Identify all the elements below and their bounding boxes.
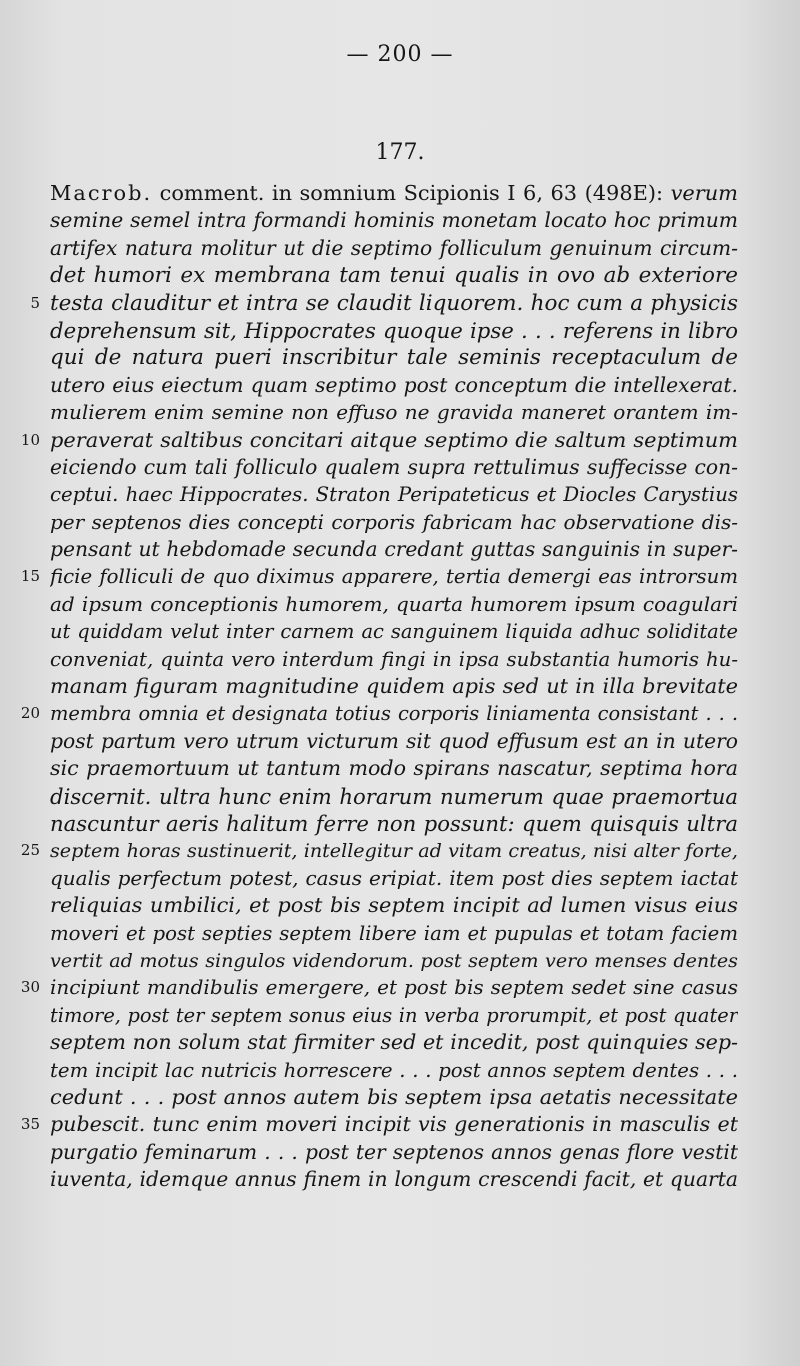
text-line	[0, 892, 800, 919]
line-text: qualis perfectum potest, casus eripiat. item post dies septem iactat	[50, 865, 738, 890]
text-line	[0, 344, 800, 371]
line-text: pubescit. tunc enim moveri incipit vis generationis in masculis et	[50, 1112, 738, 1137]
line-text: septem non solum stat firmiter sed et incedit, post quinquies sep-	[50, 1030, 738, 1055]
line-text: vertit ad motus singulos videndorum. post septem vero menses dentes	[50, 948, 738, 972]
text-line	[0, 1111, 800, 1138]
text-line	[0, 454, 800, 481]
text-line	[0, 947, 800, 974]
page-header: — 200 —	[346, 42, 454, 67]
line-text: incipiunt mandibulis emergere, et post bis septem sedet sine casus	[50, 975, 738, 1000]
section-number: 177.	[375, 140, 425, 165]
text-line	[0, 1057, 800, 1084]
text-line	[0, 481, 800, 508]
text-line	[0, 1002, 800, 1029]
line-text: artifex natura molitur ut die septimo folliculum genuinum circum-	[50, 235, 738, 260]
text-line	[0, 399, 800, 426]
text-line	[0, 290, 800, 317]
text-line	[0, 1166, 800, 1193]
line-text: peraverat saltibus concitari aitque septimo die saltum septimum	[50, 427, 738, 452]
line-text: mulierem enim semine non effuso ne gravida maneret orantem im-	[50, 400, 738, 425]
line-text: manam figuram magnitudine quidem apis sed ut in illa brevitate	[50, 674, 738, 699]
text-line	[0, 700, 800, 727]
line-number: 25	[20, 841, 40, 860]
text-line	[0, 1084, 800, 1111]
line-text: deprehensum sit, Hippocrates quoque ipse . . . referens in libro	[50, 317, 738, 343]
line-text: ut quiddam velut inter carnem ac sanguinem liquida adhuc soliditate	[50, 620, 738, 644]
line-text: pensant ut hebdomade secunda credant guttas sanguinis in super-	[50, 537, 738, 562]
line-text: tem incipit lac nutricis horrescere . . . post annos septem dentes . . .	[50, 1058, 738, 1082]
line-text: utero eius eiectum quam septimo post conceptum die intellexerat.	[50, 372, 738, 397]
line-text: post partum vero utrum victurum sit quod effusum est an in utero	[50, 728, 738, 753]
first-line-text	[50, 180, 738, 207]
line-text: reliquias umbilici, et post bis septem incipit ad lumen visus eius	[50, 893, 738, 918]
text-line	[0, 646, 800, 673]
text-line	[0, 920, 800, 947]
line-number: 15	[20, 567, 40, 586]
line-number: 20	[20, 704, 40, 723]
line-text: testa clauditur et intra se claudit liquorem. hoc cum a physicis	[50, 290, 738, 316]
lines-container	[0, 207, 800, 1193]
line-number: 5	[30, 293, 40, 312]
line-number: 10	[20, 430, 40, 449]
line-text: ficie folliculi de quo diximus apparere, tertia demergi eas introrsum	[50, 565, 738, 589]
text-line	[0, 974, 800, 1001]
text-line	[0, 180, 800, 207]
text-line	[0, 509, 800, 536]
line-text: qui de natura pueri inscribitur tale seminis receptaculum de	[50, 345, 738, 371]
text-line	[0, 563, 800, 590]
text-line	[0, 1139, 800, 1166]
first-line-quote: verum	[670, 181, 738, 205]
line-text: iuventa, idemque annus finem in longum crescendi facit, et quarta	[50, 1167, 738, 1192]
text-line	[0, 536, 800, 563]
line-text: sic praemortuum ut tantum modo spirans nascatur, septima hora	[50, 756, 738, 781]
text-line	[0, 810, 800, 837]
text-line	[0, 837, 800, 864]
line-text: nascuntur aeris halitum ferre non possunt: quem quisquis ultra	[50, 810, 738, 836]
text-line	[0, 207, 800, 234]
text-line	[0, 783, 800, 810]
line-text: timore, post ter septem sonus eius in verba prorumpit, et post quater	[50, 1003, 738, 1027]
main-text	[0, 180, 800, 1193]
text-line	[0, 591, 800, 618]
text-line	[0, 317, 800, 344]
text-line	[0, 427, 800, 454]
line-text: discernit. ultra hunc enim horarum numerum quae praemortua	[50, 783, 738, 809]
text-line	[0, 755, 800, 782]
source-author: Macrob.	[50, 181, 153, 205]
text-line	[0, 618, 800, 645]
text-line	[0, 1029, 800, 1056]
source-work: comment. in somnium Scipionis I 6, 63 (498E):	[159, 181, 664, 205]
line-text: conveniat, quinta vero interdum fingi in ipsa substantia humoris hu-	[50, 647, 738, 671]
text-line	[0, 728, 800, 755]
line-text: ad ipsum conceptionis humorem, quarta humorem ipsum coagulari	[50, 591, 738, 616]
line-text: eiciendo cum tali folliculo qualem supra rettulimus suffecisse con-	[50, 454, 738, 479]
line-text: membra omnia et designata totius corporis liniamenta consistant . . .	[50, 702, 738, 726]
line-text: septem horas sustinuerit, intellegitur ad vitam creatus, nisi alter forte,	[50, 839, 738, 863]
line-text: ceptui. haec Hippocrates. Straton Peripateticus et Diocles Carystius	[50, 483, 738, 507]
line-text: semine semel intra formandi hominis monetam locato hoc primum	[50, 208, 738, 233]
text-line	[0, 865, 800, 892]
text-line	[0, 673, 800, 700]
line-text: cedunt . . . post annos autem bis septem ipsa aetatis necessitate	[50, 1084, 738, 1109]
text-line	[0, 235, 800, 262]
line-text: purgatio feminarum . . . post ter septenos annos genas flore vestit	[50, 1139, 738, 1164]
text-line	[0, 372, 800, 399]
line-text: moveri et post septies septem libere iam et pupulas et totam faciem	[50, 921, 738, 945]
text-line	[0, 262, 800, 289]
line-number: 35	[20, 1115, 40, 1134]
line-text: det humori ex membrana tam tenui qualis in ovo ab exteriore	[50, 263, 738, 289]
line-number: 30	[20, 978, 40, 997]
line-text: per septenos dies concepti corporis fabricam hac observatione dis-	[50, 509, 738, 534]
